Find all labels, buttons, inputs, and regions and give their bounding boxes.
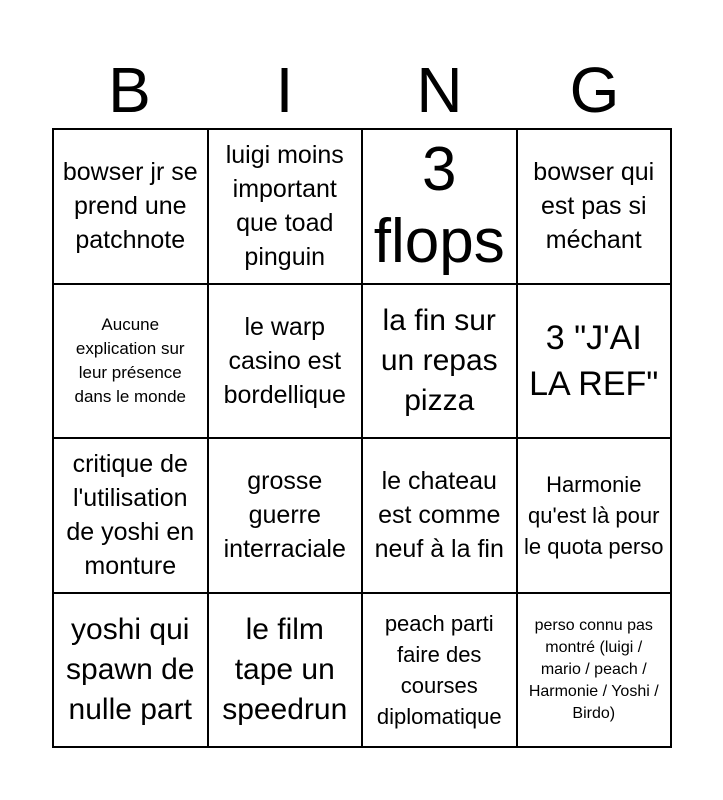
title-letter-b: B — [108, 54, 151, 126]
bingo-grid — [52, 128, 672, 748]
bingo-cell[interactable]: la fin sur un repas pizza — [363, 285, 518, 440]
bingo-cell[interactable]: luigi moins important que toad pinguin — [209, 130, 364, 285]
bingo-cell[interactable]: Aucune explication sur leur présence dans le monde — [54, 285, 209, 440]
bingo-cell[interactable]: 3 flops — [363, 130, 518, 285]
bingo-cell[interactable]: Harmonie qu'est là pour le quota perso — [518, 439, 673, 594]
bingo-cell[interactable]: peach parti faire des courses diplomatique — [363, 594, 518, 749]
bingo-cell[interactable]: grosse guerre interraciale — [209, 439, 364, 594]
bingo-cell[interactable]: le chateau est comme neuf à la fin — [363, 439, 518, 594]
bingo-cell[interactable]: perso connu pas montré (luigi / mario / peach / Harmonie / Yoshi / Birdo) — [518, 594, 673, 749]
title-letter-n: N — [416, 54, 463, 126]
bingo-cell[interactable]: le warp casino est bordellique — [209, 285, 364, 440]
title-letter-g: G — [569, 54, 620, 126]
bingo-cell[interactable]: bowser qui est pas si méchant — [518, 130, 673, 285]
title-letter-i: I — [275, 54, 294, 126]
bingo-cell[interactable]: yoshi qui spawn de nulle part — [54, 594, 209, 749]
bingo-title — [52, 52, 672, 128]
bingo-cell[interactable]: bowser jr se prend une patchnote — [54, 130, 209, 285]
bingo-cell[interactable]: critique de l'utilisation de yoshi en monture — [54, 439, 209, 594]
bingo-cell[interactable]: le film tape un speedrun — [209, 594, 364, 749]
bingo-cell[interactable]: 3 "J'AI LA REF" — [518, 285, 673, 440]
